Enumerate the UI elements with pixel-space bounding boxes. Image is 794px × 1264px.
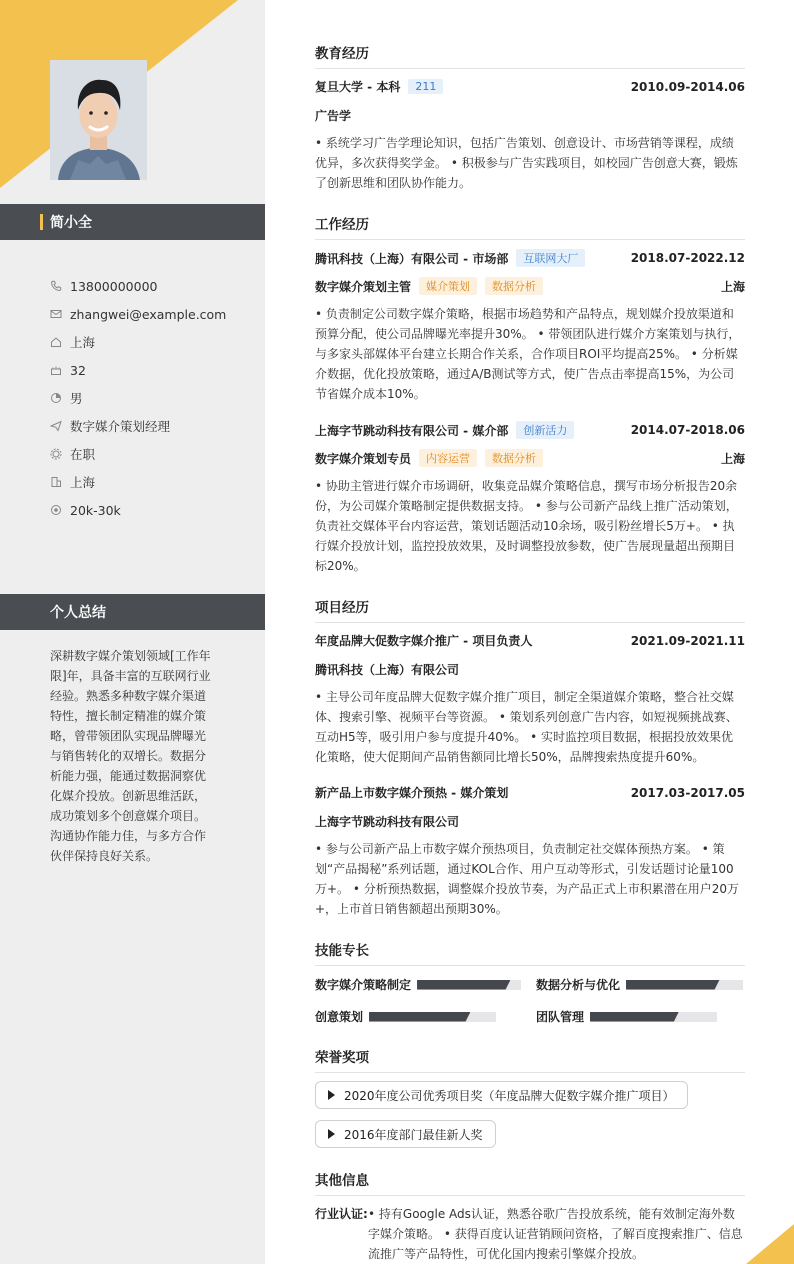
skill-name: 数字媒介策略制定 <box>315 978 412 992</box>
education-header <box>315 78 745 95</box>
name-accent-mark <box>40 214 43 230</box>
info-item-position <box>50 412 226 440</box>
project-item-1-date: 2021.09-2021.11 <box>630 633 745 648</box>
other-info-row <box>315 1204 745 1264</box>
skill-item <box>536 976 743 993</box>
work-item-2-date: 2014.07-2018.06 <box>630 423 745 437</box>
section-title-awards: 荣誉奖项 <box>315 1046 745 1073</box>
other-info-label: 行业认证: <box>315 1207 368 1221</box>
work-item-1-role-row <box>315 277 745 295</box>
skill-item <box>315 976 521 993</box>
section-title-education: 教育经历 <box>315 42 745 69</box>
work-item-2-role: 数字媒介策划专员 <box>315 451 412 466</box>
info-item-age <box>50 356 226 384</box>
work-item-2-description: • 协助主管进行媒介市场调研，收集竞品媒介策略信息，撰写市场分析报告20余份，为公司媒介策略制定提供数据支持。 • 参与公司新产品线上推广活动策划，负责社交媒体平台内容运营，策划话题活动10余场，吸引粉丝增长5万+。 • 执行媒介投放计划，监控投放效果，及时调整投放参数，使广告展现量超出预期目标20%。 <box>315 479 738 573</box>
project-item-2-description: • 参与公司新产品上市数字媒介预热项目，负责制定社交媒体预热方案。 • 策划“产品揭秘”系列话题，通过KOL合作、用户互动等形式，引发话题讨论量100万+。 • 分析预热数据，调整媒介投放节奏，为产品正式上市积累潜在用户20万+，上市首日销售额超出预期30%。 <box>315 842 740 916</box>
work-item-2-skill-tag: 数据分析 <box>485 449 543 467</box>
info-email-text: zhangwei@example.com <box>70 306 227 322</box>
education-description: • 系统学习广告学理论知识，包括广告策划、创意设计、市场营销等课程，成绩优异，多次获得奖学金。 • 积极参与广告实践项目，如校园广告创意大赛，锻炼了创新思维和团队协作能力。 <box>315 136 738 190</box>
info-home-text: 上海 <box>70 335 96 350</box>
award-item[interactable] <box>315 1120 496 1148</box>
work-item-2-company-tag: 创新活力 <box>516 421 574 439</box>
work-item-1-company: 腾讯科技（上海）有限公司 - 市场部 <box>315 251 509 266</box>
award-text: 2020年度公司优秀项目奖（年度品牌大促数字媒介推广项目） <box>344 1088 675 1103</box>
work-item-2-location: 上海 <box>720 451 745 466</box>
other-info-text: • 持有Google Ads认证，熟悉谷歌广告投放系统，能有效制定海外数字媒介策略。 • 获得百度认证营销顾问资格，了解百度搜索推广、信息流推广等产品特性，可优化国内搜索引擎媒介投放。 <box>368 1207 743 1261</box>
work-item-2-role-row <box>315 449 745 467</box>
info-item-home <box>50 328 226 356</box>
award-item[interactable] <box>315 1081 688 1109</box>
skill-level-bar <box>626 980 743 990</box>
work-item-1-description: • 负责制定公司数字媒介策略，根据市场趋势和产品特点，规划媒介投放渠道和预算分配，使公司品牌曝光率提升30%。 • 带领团队进行媒介方案策划与执行，与多家头部媒体平台建立长期合作关系，合作项目ROI平均提高25%。 • 分析媒介数据，优化投放策略，通过A/B测试等方式，使广告点击率提高15%，为公司节省媒介成本10%。 <box>315 307 741 401</box>
summary-header <box>0 594 265 630</box>
info-item-email <box>50 300 226 328</box>
summary-title: 个人总结 <box>50 605 106 621</box>
skill-level-fill <box>369 1012 471 1022</box>
skill-level-bar <box>417 980 521 990</box>
info-position-text: 数字媒介策划经理 <box>70 419 171 434</box>
info-item-salary <box>50 496 226 524</box>
work-item-2-skill-tag: 内容运营 <box>419 449 477 467</box>
info-status-text: 在职 <box>70 447 96 462</box>
work-item-2-header <box>315 421 745 439</box>
education-school: 复旦大学 - 本科 <box>315 80 401 94</box>
skill-level-bar <box>369 1012 496 1022</box>
info-gender-text: 男 <box>70 391 83 406</box>
skill-name: 团队管理 <box>536 1010 585 1024</box>
project-item-1-description: • 主导公司年度品牌大促数字媒介推广项目，制定全渠道媒介策略，整合社交媒体、搜索引擎、视频平台等资源。 • 策划系列创意广告内容，如短视频挑战赛、互动H5等，吸引用户参与度提升40%。 • 实时监控项目数据，根据投放效果优化策略，使大促期间产品销售额同比增长50%，品牌搜索热度提升60%。 <box>315 690 738 764</box>
work-item-1-role: 数字媒介策划主管 <box>315 279 412 294</box>
project-item-1-company: 腾讯科技（上海）有限公司 <box>315 663 460 677</box>
info-age-text: 32 <box>70 362 86 378</box>
education-date: 2010.09-2014.06 <box>630 79 745 94</box>
skill-name: 创意策划 <box>315 1010 364 1024</box>
salary-icon <box>50 504 62 516</box>
info-item-phone <box>50 272 226 300</box>
work-item-1-header <box>315 249 745 267</box>
education-major: 广告学 <box>315 109 352 123</box>
summary-text: 深耕数字媒介策划领域[工作年限]年，具备丰富的互联网行业经验。熟悉多种数字媒介渠道特性，擅长制定精准的媒介策略，曾带领团队实现品牌曝光与销售转化的双增长。数据分析能力强，能通过数据洞察优化媒介投放。创新思维活跃，成功策划多个创意媒介项目。沟通协作能力佳，与多方合作伙伴保持良好关系。 <box>50 649 211 863</box>
skill-level-fill <box>590 1012 679 1022</box>
decorative-corner-bottom <box>746 1224 794 1264</box>
info-item-status <box>50 440 226 468</box>
mail-icon <box>50 308 62 320</box>
project-item-1-name: 年度品牌大促数字媒介推广 - 项目负责人 <box>315 634 533 648</box>
avatar <box>50 60 147 180</box>
play-triangle-icon <box>328 1090 335 1100</box>
project-item-2-header <box>315 784 745 801</box>
age-icon <box>50 364 62 376</box>
building-icon <box>50 476 62 488</box>
section-title-other: 其他信息 <box>315 1169 745 1196</box>
work-item-2-company: 上海字节跳动科技有限公司 - 媒介部 <box>315 423 509 438</box>
candidate-name: 简小全 <box>50 215 92 231</box>
section-title-work: 工作经历 <box>315 213 745 240</box>
award-text: 2016年度部门最佳新人奖 <box>344 1127 483 1142</box>
section-title-skills: 技能专长 <box>315 939 745 966</box>
phone-icon <box>50 280 62 292</box>
play-triangle-icon <box>328 1129 335 1139</box>
info-salary-text: 20k-30k <box>70 502 121 518</box>
gender-icon <box>50 392 62 404</box>
skill-item <box>536 1008 717 1025</box>
home-icon <box>50 336 62 348</box>
skill-level-bar <box>590 1012 717 1022</box>
sidebar <box>0 0 265 1264</box>
info-city-text: 上海 <box>70 475 96 490</box>
info-item-city <box>50 468 226 496</box>
project-item-2-company: 上海字节跳动科技有限公司 <box>315 815 460 829</box>
work-item-1-skill-tag: 媒介策划 <box>419 277 477 295</box>
send-icon <box>50 420 62 432</box>
section-title-projects: 项目经历 <box>315 596 745 623</box>
work-item-1-skill-tag: 数据分析 <box>485 277 543 295</box>
info-phone-text: 13800000000 <box>70 278 158 294</box>
status-icon <box>50 448 62 460</box>
name-header <box>0 204 265 240</box>
info-item-gender <box>50 384 226 412</box>
work-item-1-location: 上海 <box>720 279 745 294</box>
skill-item <box>315 1008 496 1025</box>
contact-info-list <box>50 272 226 524</box>
project-item-1-header <box>315 632 745 649</box>
skill-level-fill <box>626 980 720 990</box>
work-item-1-company-tag: 互联网大厂 <box>516 249 585 267</box>
education-tag: 211 <box>408 79 443 94</box>
project-item-2-date: 2017.03-2017.05 <box>630 785 745 800</box>
work-item-1-date: 2018.07-2022.12 <box>630 251 745 265</box>
skill-level-fill <box>417 980 511 990</box>
project-item-2-name: 新产品上市数字媒介预热 - 媒介策划 <box>315 786 509 800</box>
skill-name: 数据分析与优化 <box>536 978 621 992</box>
